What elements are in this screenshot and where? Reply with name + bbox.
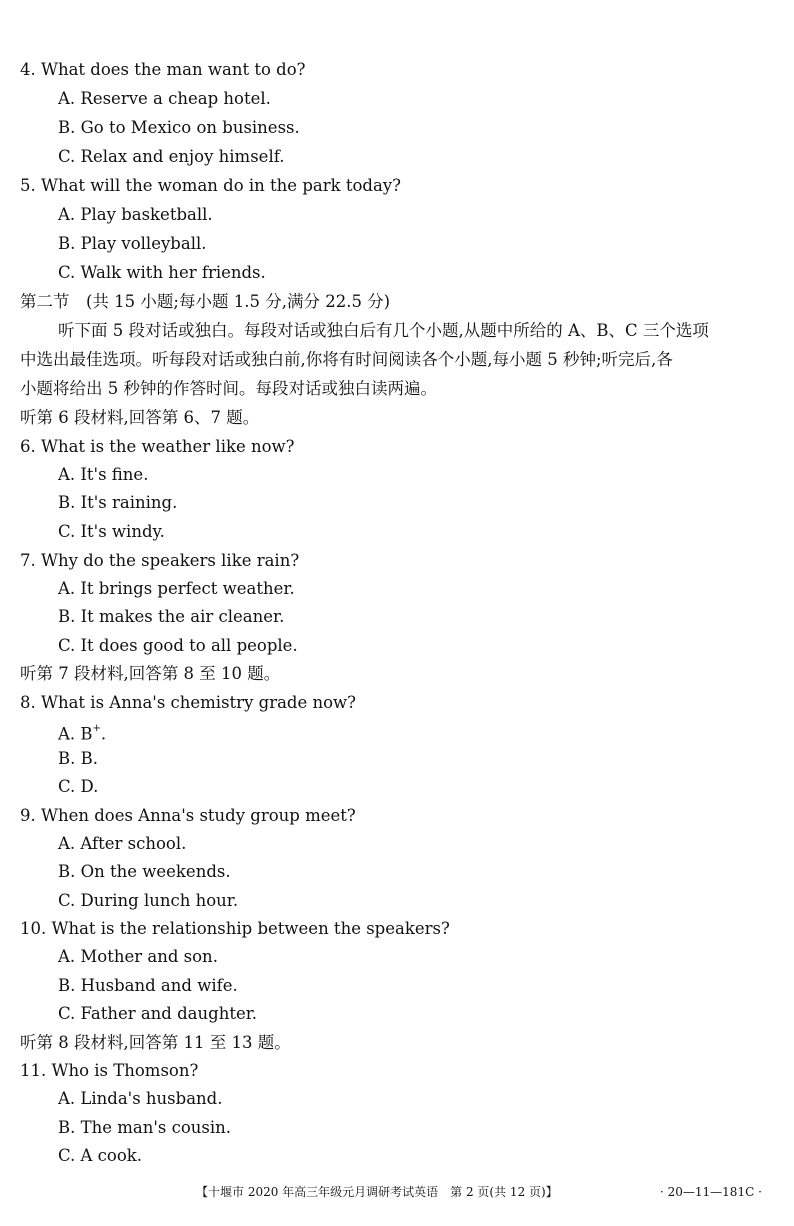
option-5c: C. Walk with her friends. bbox=[58, 263, 266, 282]
question-4: 4. What does the man want to do? bbox=[20, 60, 306, 79]
option-7a: A. It brings perfect weather. bbox=[58, 579, 295, 598]
question-7: 7. Why do the speakers like rain? bbox=[20, 551, 300, 570]
question-6: 6. What is the weather like now? bbox=[20, 437, 295, 456]
question-5: 5. What will the woman do in the park today? bbox=[20, 176, 401, 195]
option-8a-superscript: + bbox=[92, 723, 101, 734]
option-4b: B. Go to Mexico on business. bbox=[58, 118, 300, 137]
question-10: 10. What is the relationship between the speakers? bbox=[20, 919, 450, 938]
option-4a: A. Reserve a cheap hotel. bbox=[58, 89, 271, 108]
option-7b: B. It makes the air cleaner. bbox=[58, 607, 285, 626]
material-8-heading: 听第 8 段材料,回答第 11 至 13 题。 bbox=[20, 1033, 291, 1052]
instructions-line-2: 中选出最佳选项。听每段对话或独白前,你将有时间阅读各个小题,每小题 5 秒钟;听完后,各 bbox=[20, 350, 673, 369]
section-heading: 第二节 (共 15 小题;每小题 1.5 分,满分 22.5 分) bbox=[20, 292, 391, 311]
question-11: 11. Who is Thomson? bbox=[20, 1061, 199, 1080]
option-6c: C. It's windy. bbox=[58, 522, 165, 541]
instructions-line-3: 小题将给出 5 秒钟的作答时间。每段对话或独白读两遍。 bbox=[20, 379, 437, 398]
footer-code: · 20—11—181C · bbox=[660, 1185, 762, 1199]
option-11a: A. Linda's husband. bbox=[58, 1089, 223, 1108]
option-11c: C. A cook. bbox=[58, 1146, 143, 1165]
option-11b: B. The man's cousin. bbox=[58, 1118, 232, 1137]
option-9b: B. On the weekends. bbox=[58, 862, 231, 881]
question-9: 9. When does Anna's study group meet? bbox=[20, 806, 356, 825]
question-8: 8. What is Anna's chemistry grade now? bbox=[20, 693, 357, 712]
option-9c: C. During lunch hour. bbox=[58, 891, 239, 910]
footer-title: 【十堰市 2020 年高三年级元月调研考试英语 第 2 页(共 12 页)】 bbox=[196, 1185, 558, 1199]
option-8a-text: A. B bbox=[58, 724, 93, 744]
option-7c: C. It does good to all people. bbox=[58, 636, 298, 655]
option-4c: C. Relax and enjoy himself. bbox=[58, 147, 285, 166]
material-7-heading: 听第 7 段材料,回答第 8 至 10 题。 bbox=[20, 664, 281, 683]
option-9a: A. After school. bbox=[58, 834, 187, 853]
option-8a-end: . bbox=[100, 724, 107, 744]
option-6a: A. It's fine. bbox=[58, 465, 149, 484]
option-8c: C. D. bbox=[58, 777, 99, 796]
option-5a: A. Play basketball. bbox=[58, 205, 213, 224]
instructions-line-1: 听下面 5 段对话或独白。每段对话或独白后有几个小题,从题中所给的 A、B、C 三个选项 bbox=[58, 321, 709, 340]
option-10b: B. Husband and wife. bbox=[58, 976, 238, 995]
option-6b: B. It's raining. bbox=[58, 493, 178, 512]
page-footer bbox=[0, 1180, 794, 1204]
option-10a: A. Mother and son. bbox=[58, 947, 218, 966]
option-5b: B. Play volleyball. bbox=[58, 234, 207, 253]
option-8a bbox=[0, 717, 794, 745]
material-6-heading: 听第 6 段材料,回答第 6、7 题。 bbox=[20, 408, 260, 427]
option-10c: C. Father and daughter. bbox=[58, 1004, 258, 1023]
option-8b: B. B. bbox=[58, 749, 98, 768]
